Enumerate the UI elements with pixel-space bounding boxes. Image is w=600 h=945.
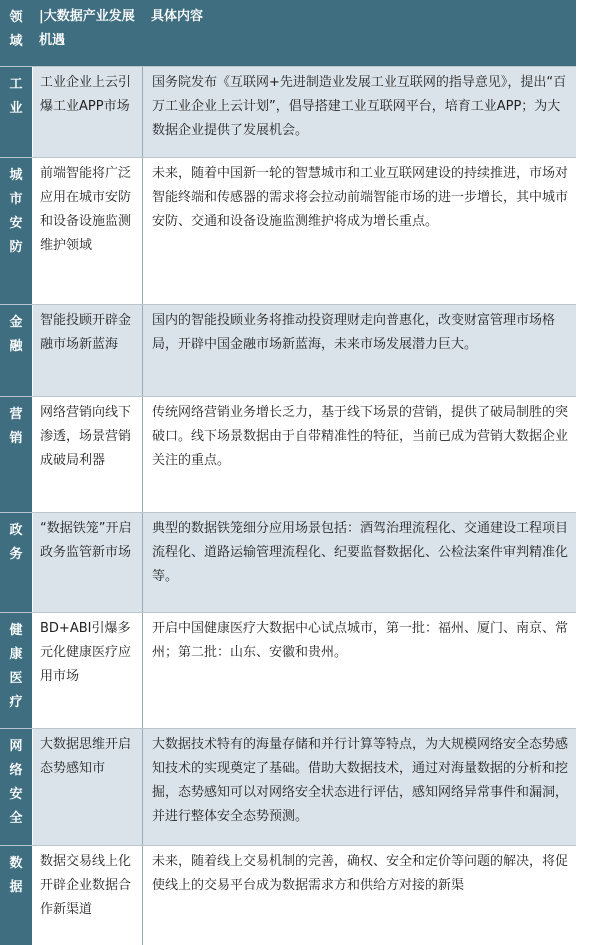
row-content: 大数据技术特有的海量存储和并行计算等特点，为大规模网络安全态势感知技术的实现奠定了基础。借助大数据技术，通过对海量数据的分析和挖掘，态势感知可以对网络安全状态进行评估，感知网络异常事件和漏洞，并进行整体安全态势预测。 <box>142 729 576 845</box>
row-field: 城市安防 <box>0 158 32 304</box>
row-field: 数据 <box>0 846 32 945</box>
row-opportunity: 智能投顾开辟金融市场新蓝海 <box>32 305 142 396</box>
table-row <box>0 157 576 304</box>
row-field: 工业 <box>0 67 32 157</box>
row-field: 健康医疗 <box>0 613 32 728</box>
row-opportunity: 工业企业上云引爆工业APP市场 <box>32 67 142 157</box>
table-row <box>0 512 576 612</box>
header-field: 领域 <box>0 0 32 66</box>
table-row <box>0 612 576 728</box>
row-field: 营销 <box>0 397 32 512</box>
row-field: 网络安全 <box>0 729 32 845</box>
table-row <box>0 66 576 157</box>
row-content: 典型的数据铁笼细分应用场景包括：酒驾治理流程化、交通建设工程项目流程化、道路运输管理流程化、纪要监督数据化、公检法案件审判精准化等。 <box>142 513 576 612</box>
row-content: 开启中国健康医疗大数据中心试点城市，第一批：福州、厦门、南京、常州；第二批：山东、安徽和贵州。 <box>142 613 576 728</box>
row-opportunity: 网络营销向线下渗透，场景营销成破局利器 <box>32 397 142 512</box>
row-opportunity: 大数据思维开启态势感知市 <box>32 729 142 845</box>
row-opportunity: “数据铁笼”开启政务监管新市场 <box>32 513 142 612</box>
header-opportunity: |大数据产业发展机遇 <box>39 9 135 48</box>
table-row <box>0 845 576 945</box>
row-content: 传统网络营销业务增长乏力，基于线下场景的营销，提供了破局制胜的突破口。线下场景数据由于自带精准性的特征，当前已成为营销大数据企业关注的重点。 <box>142 397 576 512</box>
table-row <box>0 396 576 512</box>
row-content: 国务院发布《互联网+先进制造业发展工业互联网的指导意见》，提出“百万工业企业上云计划”，倡导搭建工业互联网平台，培育工业APP；为大数据企业提供了发展机会。 <box>142 67 576 157</box>
row-content: 未来，随着线上交易机制的完善，确权、安全和定价等问题的解决，将促使线上的交易平台成为数据需求方和供给方对接的新渠 <box>142 846 576 945</box>
row-field: 金融 <box>0 305 32 396</box>
table-header-row <box>0 0 576 66</box>
row-content: 国内的智能投顾业务将推动投资理财走向普惠化，改变财富管理市场格局，开辟中国金融市场新蓝海，未来市场发展潜力巨大。 <box>142 305 576 396</box>
row-opportunity: 前端智能将广泛应用在城市安防和设备设施监测维护领域 <box>32 158 142 304</box>
row-opportunity: 数据交易线上化开辟企业数据合作新渠道 <box>32 846 142 945</box>
row-content: 未来，随着中国新一轮的智慧城市和工业互联网建设的持续推进，市场对智能终端和传感器的需求将会拉动前端智能市场的进一步增长，其中城市安防、交通和设备设施监测维护将成为增长重点。 <box>142 158 576 304</box>
header-content: 具体内容 <box>151 9 204 24</box>
row-field: 政务 <box>0 513 32 612</box>
table-row <box>0 304 576 396</box>
row-opportunity: BD+ABI引爆多元化健康医疗应用市场 <box>32 613 142 728</box>
table-row <box>0 728 576 845</box>
